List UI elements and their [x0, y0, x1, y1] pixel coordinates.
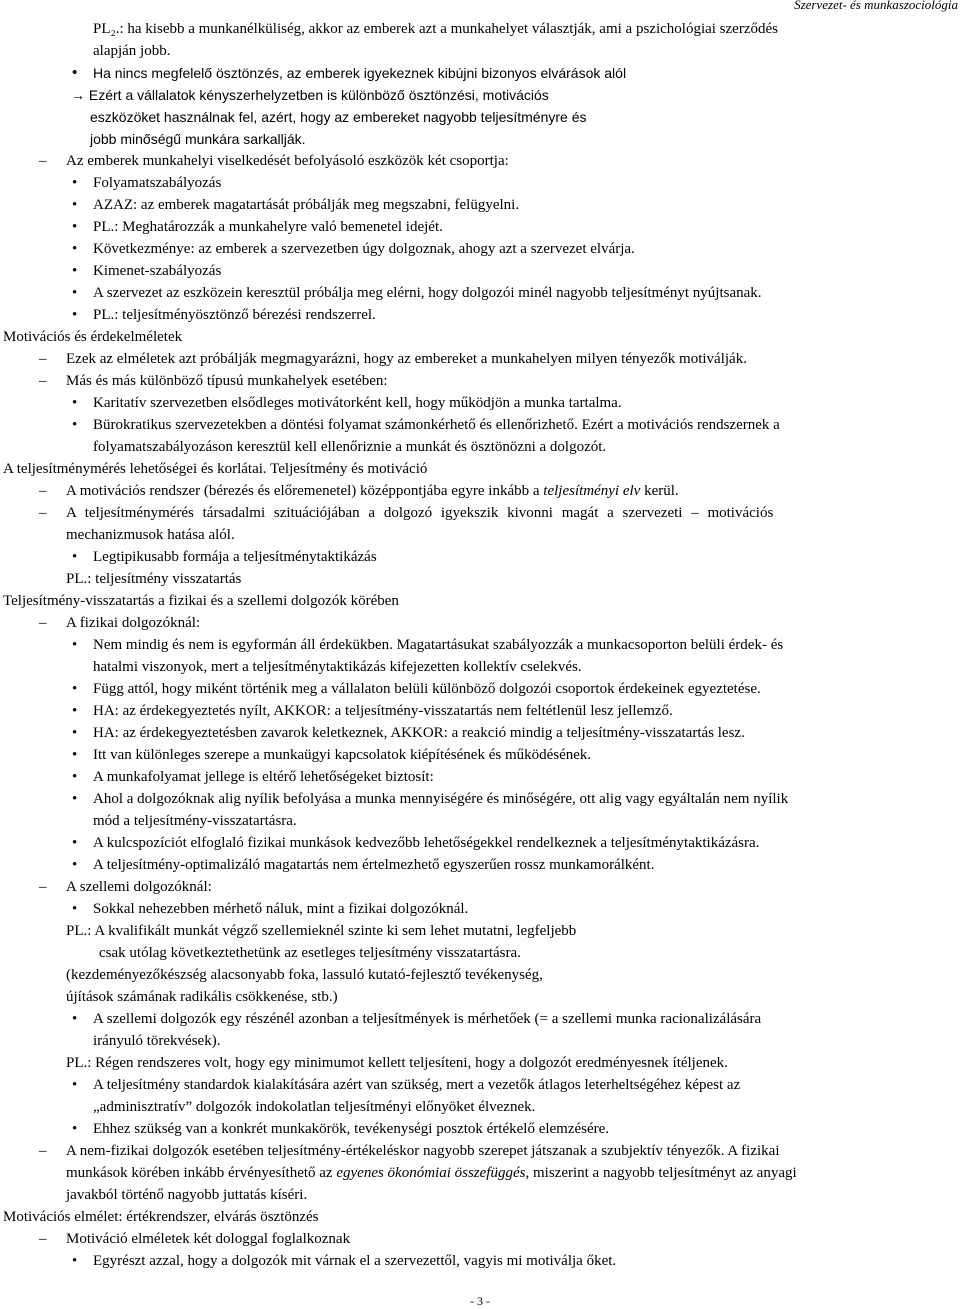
list-item: • HA: az érdekegyeztetésben zavarok keletkeznek, AKKOR: a reakció mindig a teljesítmény-visszatartás lesz.: [3, 722, 958, 744]
list-item: • Egyrészt azzal, hogy a dolgozók mit várnak el a szervezettől, vagyis mi motiválja őket.: [3, 1250, 958, 1272]
text-span: A motivációs rendszer (bérezés és előremenetel) középpontjába egyre inkább a: [66, 483, 544, 499]
section-heading: Motivációs elmélet: értékrendszer, elvárás ösztönzés: [3, 1209, 319, 1225]
list-item: • Legtipikusabb formája a teljesítménytaktikázás: [3, 546, 958, 568]
text-line: → Ezért a vállalatok kényszerhelyzetben is különböző ösztönzési, motivációs: [71, 87, 549, 103]
text-line: [3, 1162, 958, 1184]
list-item: – A fizikai dolgozóknál:: [3, 612, 958, 634]
document-body: [3, 18, 958, 1272]
text-line: (kezdeményezőkészség alacsonyabb foka, lassuló kutató-fejlesztő tevékenység,: [66, 967, 543, 983]
text-line: hatalmi viszonyok, mert a teljesítménytaktikázás kifejezetten kollektív cselekvés.: [93, 659, 582, 675]
running-header: Szervezet- és munkaszociológia: [794, 0, 958, 12]
section-heading: Motivációs és érdekelméletek: [3, 329, 183, 345]
list-item: • Sokkal nehezebben mérhető náluk, mint a fizikai dolgozóknál.: [3, 898, 958, 920]
text-span: kerül.: [640, 483, 679, 499]
list-item: • A szervezet az eszközein keresztül próbálja meg elérni, hogy dolgozói minél nagyobb teljesítményt nyújtsanak.: [3, 282, 958, 304]
list-item: • PL.: teljesítményösztönző bérezési rendszerrel.: [3, 304, 958, 326]
list-item: – A nem-fizikai dolgozók esetében teljesítmény-értékeléskor nagyobb szerepet játszanak a szubjektív tényezők. A fizikai: [3, 1140, 958, 1162]
text-line: csak utólag következtethetünk az esetleges teljesítmény visszatartásra.: [99, 945, 521, 961]
text-line: irányuló törekvések).: [93, 1033, 221, 1049]
text-line: alapján jobb.: [93, 43, 171, 59]
text-line: javakból történő nagyobb juttatás kíséri.: [66, 1187, 308, 1203]
text-line: PL.: Régen rendszeres volt, hogy egy minimumot kellett teljesíteni, hogy a dolgozót eredményesnek ítéljenek.: [66, 1055, 728, 1071]
list-item: • HA: az érdekegyeztetés nyílt, AKKOR: a teljesítmény-visszatartás nem feltétlenül lesz jellemző.: [3, 700, 958, 722]
list-item: • PL.: Meghatározzák a munkahelyre való bemenetel idejét.: [3, 216, 958, 238]
list-item: • A teljesítmény-optimalizáló magatartás nem értelmezhető egyszerűen rossz munkamorálként.: [3, 854, 958, 876]
text-line: „adminisztratív” dolgozók indokolatlan teljesítményi előnyöket élveznek.: [93, 1099, 536, 1115]
text-line: PL₂.: ha kisebb a munkanélküliség, akkor az emberek azt a munkahelyet választják, ami a pszichológiai szerződés: [93, 21, 778, 37]
list-item: • Folyamatszabályozás: [3, 172, 958, 194]
list-item: • Ahol a dolgozóknak alig nyílik befolyása a munka mennyiségére és minőségére, ott alig vagy egyáltalán nem nyílik: [3, 788, 958, 810]
list-item: • Függ attól, hogy miként történik meg a vállalaton belüli különböző dolgozói csoportok érdekeinek egyeztetése.: [3, 678, 958, 700]
list-item: • Bürokratikus szervezetekben a döntési folyamat számonkérhető és ellenőrizhető. Ezért a motivációs rendszernek a: [3, 414, 958, 436]
emphasis-text: egyenes ökonómiai összefüggés: [336, 1165, 526, 1181]
text-line: mód a teljesítmény-visszatartásra.: [93, 813, 297, 829]
list-item: • Ha nincs megfelelő ösztönzés, az emberek igyekeznek kibújni bizonyos elvárások alól: [3, 62, 958, 84]
list-item: • Nem mindig és nem is egyformán áll érdekükben. Magatartásukat szabályozzák a munkacsoporton belüli érdek- és: [3, 634, 958, 656]
text-line: jobb minőségű munkára sarkallják.: [90, 131, 306, 147]
list-item: • A teljesítmény standardok kialakítására azért van szükség, mert a vezetők átlagos leterheltségéhez képest az: [3, 1074, 958, 1096]
text-span: , miszerint a nagyobb teljesítményt az anyagi: [525, 1165, 797, 1181]
list-item: • Karitatív szervezetben elsődleges motivátorként kell, hogy működjön a munka tartalma.: [3, 392, 958, 414]
list-item: • A kulcspozíciót elfoglaló fizikai munkások kedvezőbb lehetőségekkel rendelkeznek a teljesítménytaktikázásra.: [3, 832, 958, 854]
list-item: • Kimenet-szabályozás: [3, 260, 958, 282]
text-span: munkások körében inkább érvényesíthető az: [66, 1165, 337, 1181]
list-item: • Következménye: az emberek a szervezetben úgy dolgoznak, ahogy azt a szervezet elvárja.: [3, 238, 958, 260]
list-item: [3, 480, 958, 502]
text-line: eszközöket használnak fel, azért, hogy az embereket nagyobb teljesítményre és: [90, 109, 587, 125]
list-item: • A munkafolyamat jellege is eltérő lehetőségeket biztosít:: [3, 766, 958, 788]
list-item: • A szellemi dolgozók egy részénél azonban a teljesítmények is mérhetőek (= a szellemi munka racionalizálására: [3, 1008, 958, 1030]
text-line: PL.: teljesítmény visszatartás: [66, 571, 242, 587]
text-line: mechanizmusok hatása alól.: [66, 527, 235, 543]
list-item: • Itt van különleges szerepe a munkaügyi kapcsolatok kiépítésének és működésének.: [3, 744, 958, 766]
text-line: újítások számának radikális csökkenése, stb.): [66, 989, 338, 1005]
list-item: – A teljesítménymérés társadalmi szituációjában a dolgozó igyekszik kivonni magát a szervezeti – motivációs: [3, 502, 958, 524]
text-line: PL.: A kvalifikált munkát végző szellemieknél szinte ki sem lehet mutatni, legfeljebb: [66, 923, 577, 939]
section-heading: Teljesítmény-visszatartás a fizikai és a szellemi dolgozók körében: [3, 593, 399, 609]
list-item: – Motiváció elméletek két dologgal foglalkoznak: [3, 1228, 958, 1250]
list-item: – Más és más különböző típusú munkahelyek esetében:: [3, 370, 958, 392]
list-item: – Ezek az elméletek azt próbálják megmagyarázni, hogy az embereket a munkahelyen milyen tényezők motiválják.: [3, 348, 958, 370]
list-item: – Az emberek munkahelyi viselkedését befolyásoló eszközök két csoportja:: [3, 150, 958, 172]
list-item: • AZAZ: az emberek magatartását próbálják meg megszabni, felügyelni.: [3, 194, 958, 216]
list-item: • Ehhez szükség van a konkrét munkakörök, tevékenységi posztok értékelő elemzésére.: [3, 1118, 958, 1140]
list-item: – A szellemi dolgozóknál:: [3, 876, 958, 898]
page-number: - 3 -: [470, 1294, 490, 1308]
text-line: folyamatszabályozáson keresztül kell ellenőriznie a munkát és ösztönözni a dolgozót.: [93, 439, 607, 455]
section-heading: A teljesítménymérés lehetőségei és korlátai. Teljesítmény és motiváció: [3, 461, 428, 477]
emphasis-text: teljesítményi elv: [543, 483, 641, 499]
